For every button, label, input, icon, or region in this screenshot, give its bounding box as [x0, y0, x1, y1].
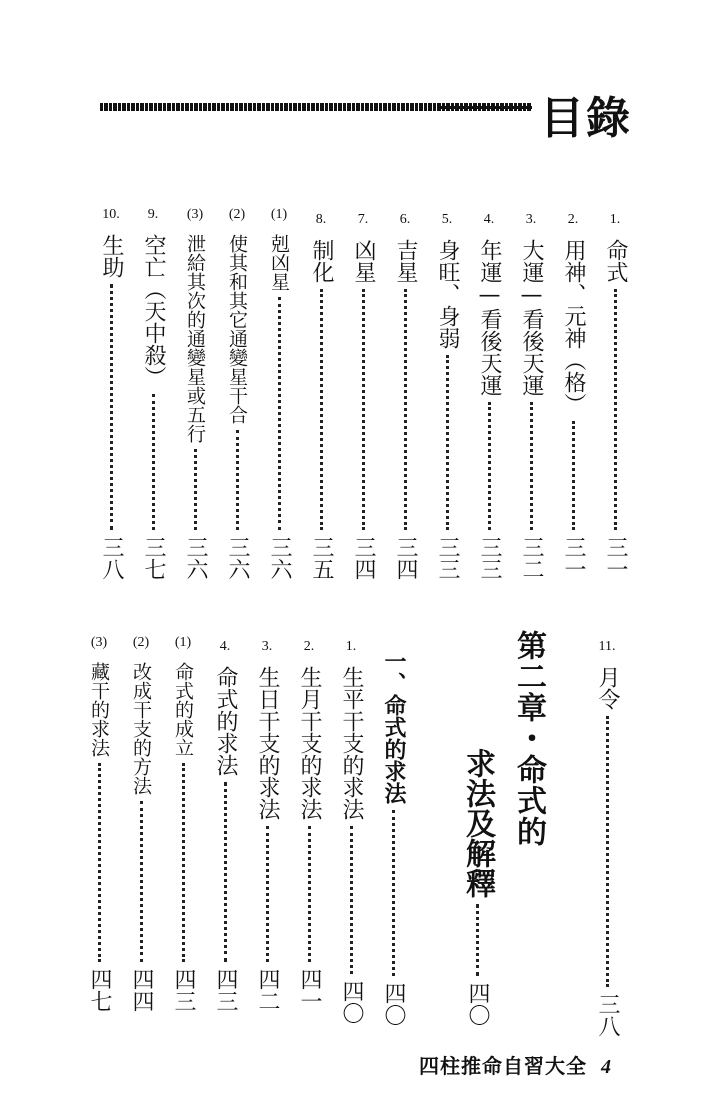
toc-entry-b3[interactable]	[252, 632, 282, 1012]
toc-entry-8-3[interactable]	[180, 200, 210, 580]
entry-page: 三二	[519, 536, 544, 580]
leader-dots	[476, 904, 479, 976]
entry-title: 命式	[603, 239, 628, 283]
entry-number: (1)	[270, 207, 288, 222]
entry-title: 空亡（天中殺）	[141, 234, 166, 388]
entry-page: 四三	[213, 968, 238, 1012]
entry-title: 用神、元神（格）	[561, 239, 586, 415]
entry-number: (2)	[132, 635, 150, 650]
entry-title: 大運—看後天運	[519, 239, 544, 396]
leader-dots	[606, 716, 609, 987]
entry-number: 8.	[315, 212, 327, 227]
leader-dots	[278, 297, 281, 530]
toc-entry-8-1[interactable]	[264, 200, 294, 580]
entry-number: (2)	[228, 207, 246, 222]
entry-title: 生日干支的求法	[255, 666, 280, 820]
entry-page: 三五	[309, 536, 334, 580]
leader-dots	[236, 430, 239, 530]
entry-number: (1)	[174, 635, 192, 650]
leader-dots	[152, 394, 155, 530]
toc-entry-1[interactable]	[600, 205, 630, 580]
header-rule-end	[440, 106, 532, 109]
entry-title: 生月干支的求法	[297, 666, 322, 820]
toc-entry-10[interactable]	[96, 200, 126, 580]
entry-title: 使其和其它通變星干合	[226, 234, 248, 424]
entry-page: 三一	[561, 536, 586, 580]
entry-page: 四二	[255, 968, 280, 1012]
entry-page: 三三	[477, 536, 502, 580]
page-title: 目錄	[540, 93, 632, 144]
leader-dots	[182, 763, 185, 962]
entry-page: 三四	[393, 536, 418, 580]
entry-page: 三八	[595, 993, 620, 1037]
chapter-title-tail: 求法及解釋	[460, 748, 495, 898]
leader-dots	[362, 289, 365, 530]
leader-dots	[308, 826, 311, 962]
entry-title: 命式的求法	[213, 666, 238, 776]
entry-title: 命式的成立	[172, 662, 194, 757]
leader-dots	[140, 801, 143, 962]
leader-dots	[404, 289, 407, 530]
entry-page: 三七	[141, 536, 166, 580]
toc-entry-b2[interactable]	[294, 632, 324, 1012]
entry-number: 5.	[441, 212, 453, 227]
entry-page: 三三	[435, 536, 460, 580]
chapter-heading-line1: 第二章・命式的	[511, 630, 546, 847]
entry-title: 年運—看後天運	[477, 239, 502, 396]
toc-entry-b4[interactable]	[210, 632, 240, 1012]
entry-title: 剋凶星	[268, 234, 290, 291]
toc-entry-4[interactable]	[474, 205, 504, 580]
leader-dots	[572, 421, 575, 530]
leader-dots	[614, 289, 617, 530]
entry-number: 7.	[357, 212, 369, 227]
entry-title: 生平干支的求法	[339, 666, 364, 820]
entry-number: 4.	[483, 212, 495, 227]
entry-page: 四七	[87, 968, 112, 1012]
leader-dots	[266, 826, 269, 962]
entry-title: 制化	[309, 239, 334, 283]
page-number: 4	[601, 1056, 612, 1078]
leader-dots	[110, 284, 113, 530]
entry-title: 吉星	[393, 239, 418, 283]
entry-title: 改成干支的方法	[130, 662, 152, 795]
toc-entry-b4-1[interactable]	[168, 628, 198, 1012]
entry-page: 四四	[129, 968, 154, 1012]
leader-dots	[320, 289, 323, 530]
entry-number: 2.	[567, 212, 579, 227]
entry-number: 2.	[303, 639, 315, 654]
entry-title: 泄給其次的通變星或五行	[184, 234, 206, 443]
toc-entry-b1[interactable]	[336, 632, 366, 1024]
toc-entry-8-2[interactable]	[222, 200, 252, 580]
entry-page: 三八	[99, 536, 124, 580]
entry-title: 凶星	[351, 239, 376, 283]
entry-title: 一、命式的求法	[381, 650, 406, 804]
page-footer	[419, 1050, 612, 1079]
toc-entry-2[interactable]	[558, 205, 588, 580]
toc-entry-5[interactable]	[432, 205, 462, 580]
leader-dots	[224, 782, 227, 962]
leader-dots	[392, 810, 395, 976]
book-title: 四柱推命自習大全	[419, 1054, 587, 1078]
entry-title: 生助	[99, 234, 124, 278]
entry-page: 三一	[603, 536, 628, 580]
entry-page: 三六	[225, 536, 250, 580]
chapter-page: 四〇	[465, 982, 490, 1026]
entry-number: 1.	[345, 639, 357, 654]
entry-number: 3.	[261, 639, 273, 654]
toc-entry-3[interactable]	[516, 205, 546, 580]
toc-entry-b4-2[interactable]	[126, 628, 156, 1012]
toc-entry-9[interactable]	[138, 200, 168, 580]
toc-entry-b4-3[interactable]	[84, 628, 114, 1012]
chapter-heading-line2[interactable]	[460, 748, 495, 1026]
entry-number: 3.	[525, 212, 537, 227]
leader-dots	[446, 355, 449, 530]
entry-title: 月令	[595, 666, 620, 710]
toc-entry-6[interactable]	[390, 205, 420, 580]
entry-page: 四〇	[339, 980, 364, 1024]
entry-number: 6.	[399, 212, 411, 227]
toc-entry-section-1[interactable]	[378, 650, 408, 1026]
entry-number: 4.	[219, 639, 231, 654]
entry-page: 三六	[183, 536, 208, 580]
entry-number: 1.	[609, 212, 621, 227]
entry-page: 三四	[351, 536, 376, 580]
leader-dots	[530, 402, 533, 530]
leader-dots	[194, 449, 197, 530]
toc-entry-8[interactable]	[306, 205, 336, 580]
entry-number: (3)	[186, 207, 204, 222]
entry-number: 9.	[147, 207, 159, 222]
entry-page: 四一	[297, 968, 322, 1012]
entry-title: 藏干的求法	[88, 662, 110, 757]
leader-dots	[350, 826, 353, 974]
entry-title: 身旺、身弱	[435, 239, 460, 349]
toc-entry-7[interactable]	[348, 205, 378, 580]
entry-number: 11.	[598, 639, 616, 654]
entry-number: 10.	[102, 207, 120, 222]
leader-dots	[488, 402, 491, 530]
entry-page: 四〇	[381, 982, 406, 1026]
entry-number: (3)	[90, 635, 108, 650]
entry-page: 三六	[267, 536, 292, 580]
leader-dots	[98, 763, 101, 962]
entry-page: 四三	[171, 968, 196, 1012]
toc-entry-11[interactable]	[592, 632, 622, 1037]
